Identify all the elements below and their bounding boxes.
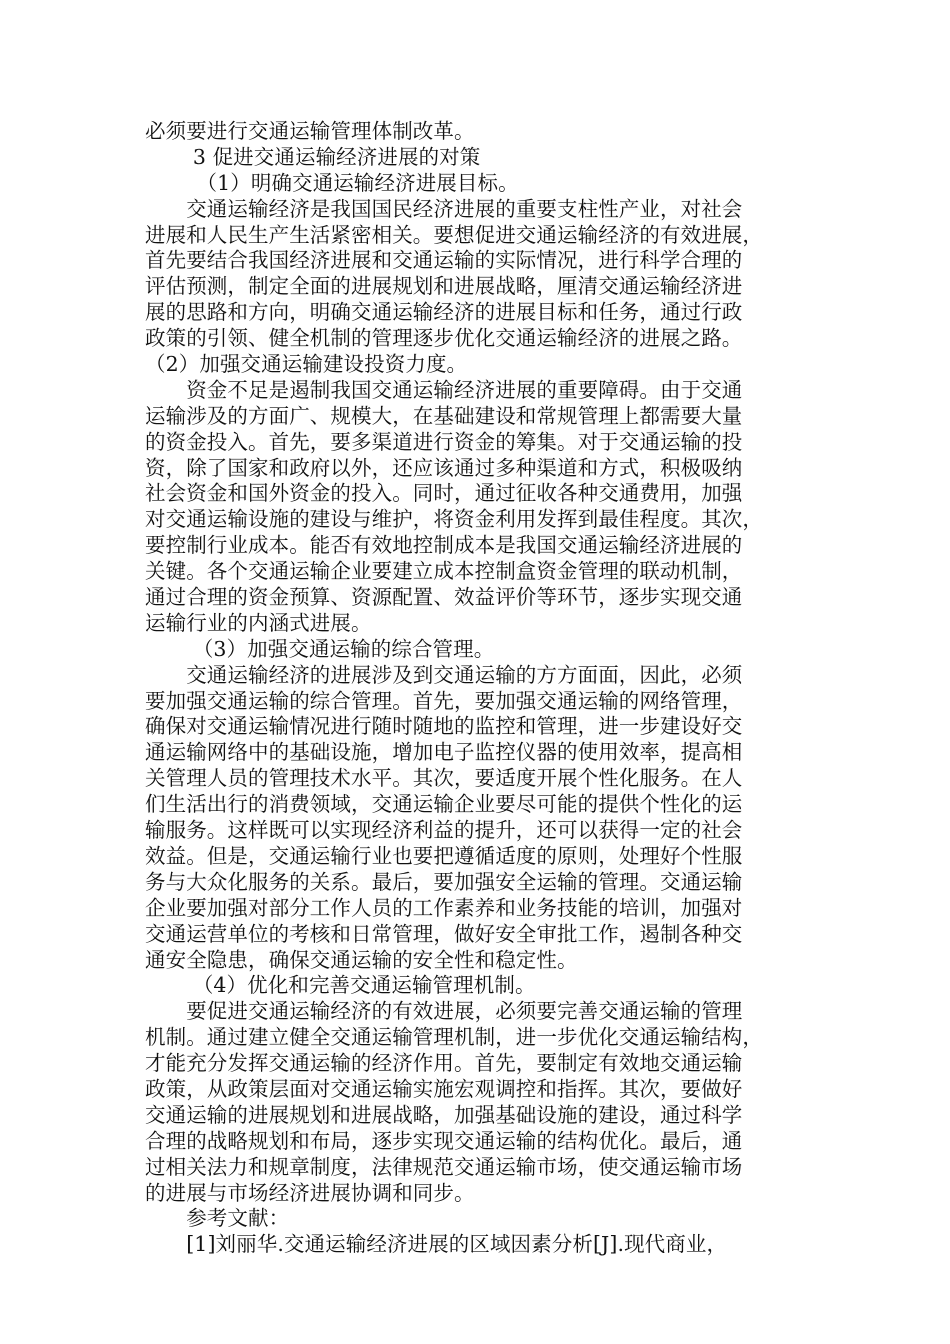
text-line: 运输行业的内涵式进展。 (145, 610, 372, 635)
text-line: 关键。各个交通运输企业要建立成本控制盒资金管理的联动机制， (145, 559, 743, 584)
text-line: 对交通运输设施的建设与维护，将资金利用发挥到最佳程度。其次， (145, 507, 763, 532)
text-line: 交通运营单位的考核和日常管理，做好安全审批工作，遏制各种交 (145, 921, 743, 946)
text-line: 的进展与市场经济进展协调和同步。 (145, 1180, 475, 1205)
text-line: 的资金投入。首先，要多渠道进行资金的筹集。对于交通运输的投 (145, 429, 743, 454)
text-line: 效益。但是，交通运输行业也要把遵循适度的原则，处理好个性服 (145, 843, 743, 868)
text-line: 通安全隐患，确保交通运输的安全性和稳定性。 (145, 947, 578, 972)
reference-item: [1]刘丽华.交通运输经济进展的区域因素分析[J].现代商业， (145, 1232, 728, 1257)
references-heading: 参考文献： (145, 1206, 290, 1231)
text-line: 首先要结合我国经济进展和交通运输的实际情况，进行科学合理的 (145, 248, 743, 273)
section-heading: 3 促进交通运输经济进展的对策 (145, 144, 481, 169)
text-line: 过相关法力和规章制度，法律规范交通运输市场，使交通运输市场 (145, 1154, 743, 1179)
text-line: 们生活出行的消费领域，交通运输企业要尽可能的提供个性化的运 (145, 792, 743, 817)
body-text (145, 119, 805, 1258)
subsection-heading: （4）优化和完善交通运输管理机制。 (145, 973, 536, 998)
text-line: 通过合理的资金预算、资源配置、效益评价等环节，逐步实现交通 (145, 585, 743, 610)
text-line: 资，除了国家和政府以外，还应该通过多种渠道和方式，积极吸纳 (145, 455, 743, 480)
text-line: 交通运输经济的进展涉及到交通运输的方方面面，因此，必须 (145, 662, 743, 687)
text-line: 展的思路和方向，明确交通运输经济的进展目标和任务，通过行政 (145, 300, 743, 325)
subsection-heading: （3）加强交通运输的综合管理。 (145, 636, 495, 661)
text-line: 交通运输的进展规划和进展战略，加强基础设施的建设，通过科学 (145, 1102, 743, 1127)
text-line: 输服务。这样既可以实现经济利益的提升，还可以获得一定的社会 (145, 818, 743, 843)
text-line: 要加强交通运输的综合管理。首先，要加强交通运输的网络管理， (145, 688, 743, 713)
text-line: 机制。通过建立健全交通运输管理机制，进一步优化交通运输结构， (145, 1025, 763, 1050)
text-line: 关管理人员的管理技术水平。其次，要适度开展个性化服务。在人 (145, 766, 743, 791)
subsection-heading: （2）加强交通运输建设投资力度。 (145, 352, 468, 377)
text-line: 进展和人民生产生活紧密相关。要想促进交通运输经济的有效进展， (145, 222, 763, 247)
text-line: 运输涉及的方面广、规模大，在基础建设和常规管理上都需要大量 (145, 403, 743, 428)
text-line: 资金不足是遏制我国交通运输经济进展的重要障碍。由于交通 (145, 377, 743, 402)
text-line: 才能充分发挥交通运输的经济作用。首先，要制定有效地交通运输 (145, 1051, 743, 1076)
text-line: 确保对交通运输情况进行随时随地的监控和管理，进一步建设好交 (145, 714, 743, 739)
text-line: 必须要进行交通运输管理体制改革。 (145, 119, 475, 143)
text-line: 要促进交通运输经济的有效进展，必须要完善交通运输的管理 (145, 999, 743, 1024)
text-line: 企业要加强对部分工作人员的工作素养和业务技能的培训，加强对 (145, 895, 743, 920)
text-line: 评估预测，制定全面的进展规划和进展战略，厘清交通运输经济进 (145, 274, 743, 299)
text-line: 通运输网络中的基础设施，增加电子监控仪器的使用效率，提高相 (145, 740, 743, 765)
text-line: 务与大众化服务的关系。最后，要加强安全运输的管理。交通运输 (145, 869, 743, 894)
text-line: 社会资金和国外资金的投入。同时，通过征收各种交通费用，加强 (145, 481, 743, 506)
subsection-heading: （1）明确交通运输经济进展目标。 (145, 170, 519, 195)
text-line: 政策的引领、健全机制的管理逐步优化交通运输经济的进展之路。 (145, 326, 743, 351)
text-line: 合理的战略规划和布局，逐步实现交通运输的结构优化。最后，通 (145, 1128, 743, 1153)
text-line: 交通运输经济是我国国民经济进展的重要支柱性产业，对社会 (145, 196, 743, 221)
text-line: 要控制行业成本。能否有效地控制成本是我国交通运输经济进展的 (145, 533, 743, 558)
text-line: 政策，从政策层面对交通运输实施宏观调控和指挥。其次，要做好 (145, 1076, 743, 1101)
